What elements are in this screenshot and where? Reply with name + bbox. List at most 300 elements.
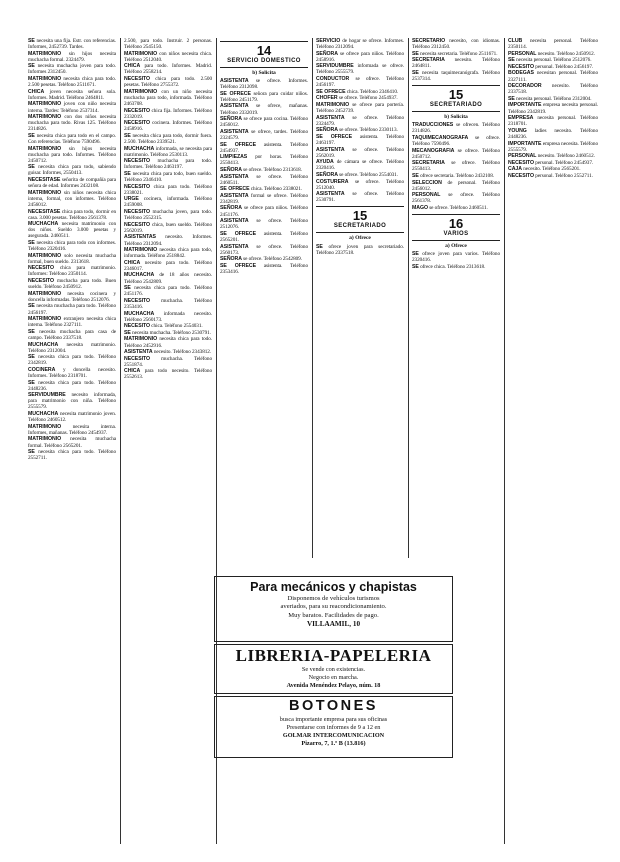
section-heading-15: [316, 206, 404, 233]
ad-keyword: SEÑORA: [316, 127, 338, 134]
ad-keyword: SECRETARIO: [412, 38, 446, 44]
ad-keyword: SERVIDUMBRE: [316, 63, 354, 70]
ad-keyword: SEÑORA: [220, 256, 242, 263]
ad-text: asistenta. Teléfono 2353416.: [220, 262, 308, 275]
ad-text: informada, se necesita para matrimonio. Teléfono 2530113.: [124, 145, 212, 158]
classified-ad: [316, 51, 404, 63]
ad-text: informada necesito. Teléfono 2560173.: [124, 310, 212, 323]
ad-keyword: ASISTENTA: [316, 191, 345, 198]
section-subheading: a) Ofrece: [445, 243, 467, 250]
classified-ad: [124, 146, 212, 158]
section-heading-16: [412, 214, 500, 241]
ad-keyword: CLUB: [508, 38, 523, 44]
ad-contact: Pizarro, 7, 1.º B (13.816): [301, 739, 366, 747]
ad-text: sin hijos necesita muchacha formal. 2324479.: [28, 50, 116, 63]
classified-ad: [220, 103, 308, 115]
classified-ad: [316, 147, 404, 159]
ad-title: LIBRERIA-PAPELERIA: [235, 646, 432, 665]
ad-keyword: NECESITO: [124, 158, 151, 165]
ad-text: necesito. Teléfono 2464811.: [412, 57, 500, 70]
ad-keyword: ASISTENTA: [316, 114, 345, 121]
classified-ad: [124, 260, 212, 272]
classified-ad: [28, 411, 116, 423]
ad-text: necesita cocinera y doncella informadas. Teléfono 2512076.: [28, 290, 116, 303]
ad-keyword: BODEGAS: [508, 70, 534, 77]
classified-ad: [124, 298, 212, 310]
classified-ad: [220, 231, 308, 243]
classified-ad: [508, 57, 598, 63]
classified-ad: [124, 311, 212, 323]
classified-ad: [220, 218, 308, 230]
ad-keyword: SE: [124, 132, 131, 139]
ad-botones: [214, 696, 453, 758]
section-name: SERVICIO DOMESTICO: [227, 58, 301, 64]
classified-ad: [124, 222, 212, 234]
ad-keyword: MECANOGRAFIA: [412, 147, 455, 154]
ad-keyword: LIMPIEZAS: [220, 154, 248, 161]
classified-ad: [124, 38, 212, 50]
ad-text: chica para todo, dormir en casa. 3.000 pesetas. Teléfono 2561378.: [28, 208, 116, 221]
classified-ad: [316, 191, 404, 203]
ad-text: asistenta. Teléfono 2565201.: [220, 230, 308, 243]
classified-ad: [316, 102, 404, 114]
ad-text: se ofrece. Teléfono 7590496.: [412, 134, 500, 148]
ad-line: averiados, para su reacondicionamiento.: [280, 603, 387, 611]
classified-ad: [28, 51, 116, 63]
classified-ad: [28, 146, 116, 164]
classified-ad: [124, 234, 212, 246]
column-1: [28, 38, 116, 844]
ad-text: se ofrece. Teléfono 2562019.: [316, 146, 404, 159]
ad-keyword: MATRIMONIO: [28, 423, 62, 430]
ad-text: necesito informada, para matrimonio con niña. Teléfono 2555579.: [28, 392, 116, 411]
classified-ad: [124, 356, 212, 368]
classified-ad: [28, 114, 116, 132]
ad-keyword: MATRIMONIO: [124, 88, 158, 95]
ad-keyword: SE: [28, 354, 35, 361]
ad-text: necesitan personal. Teléfono 2327111.: [508, 70, 598, 83]
ad-text: muchacha. Teléfono 2551874.: [124, 355, 212, 368]
classified-ad: [124, 63, 212, 75]
classified-ad: [28, 354, 116, 366]
classified-ad: [412, 38, 500, 50]
ad-text: chica. Teléfono 2346410.: [346, 88, 399, 95]
ad-keyword: NECESITO: [124, 183, 151, 190]
ad-keyword: SE: [28, 328, 35, 335]
ad-text: 2.500, para todo. Instruir. 2 personas. Teléfono 2545150.: [124, 38, 212, 51]
ad-text: empresa necesita personal. Teléfono 2342819.: [508, 102, 598, 115]
ad-text: chica para matrimonio. Informes: Teléfono 2350114.: [28, 265, 116, 278]
ad-keyword: MATRIMONIO: [28, 290, 62, 297]
section-name: VARIOS: [443, 231, 469, 238]
ad-keyword: SE: [28, 379, 35, 386]
ad-text: se ofrece. Teléfono 2542809.: [243, 256, 302, 263]
ad-keyword: SE: [508, 95, 515, 102]
classified-ad: [124, 285, 212, 297]
ad-line: Disponemos de vehículos turismos: [287, 595, 380, 602]
classified-ad: [28, 342, 116, 354]
ad-keyword: COCINERA: [28, 366, 56, 373]
classified-ad: [412, 135, 500, 147]
ad-text: señorita de compañía para señora de edad. Informes 2432108.: [28, 177, 116, 190]
ad-text: necesito. Informes. Teléfono 2312094.: [124, 234, 212, 247]
ad-text: chica, buen sueldo. Teléfono 2562019.: [124, 221, 212, 234]
ad-text: con un niño necesita muchacha para todo, informada. Teléfono 2463708.: [124, 88, 212, 107]
ad-keyword: MUCHACHA: [124, 272, 155, 279]
ad-text: muchacha para todo. Buen sueldo. Teléfono 2450912.: [28, 278, 116, 291]
classified-ad: [28, 240, 116, 252]
classified-ad: [220, 129, 308, 141]
ad-text: necesito para todo. Teléfono 2346017.: [124, 259, 212, 272]
ad-keyword: SECRETARIA: [412, 57, 445, 64]
ad-line: busca importante empresa para sus oficinas: [279, 716, 388, 723]
classified-ad: [28, 291, 116, 303]
ad-text: se ofrece. Teléfono 2450712.: [412, 147, 500, 160]
ad-text: con dos niños necesita muchacha para todo. Rivas 125. Teléfono 2314826.: [28, 114, 116, 133]
classified-ad: [412, 70, 500, 82]
ad-text: para todo. Informes. Madrid. Teléfono 2558214.: [124, 63, 212, 76]
ad-keyword: SELECCION: [412, 179, 442, 186]
classified-ad: [28, 63, 116, 75]
classified-ad: [124, 51, 212, 63]
ad-keyword: SE: [28, 240, 35, 246]
ad-text: necesita personal. Teléfono 2350114.: [508, 38, 598, 51]
ad-keyword: MATRIMONIO: [124, 336, 158, 343]
ad-text: necesito, con idiomas. Teléfono 2312450.: [412, 38, 500, 51]
classified-ad: [316, 38, 404, 50]
ad-text: con niños necesita chica. Teléfono 2512040.: [124, 50, 212, 63]
ad-text: necesita matrimonio joven. Teléfono 2460512.: [28, 411, 116, 424]
classified-ad: [28, 177, 116, 189]
classified-ad: [220, 154, 308, 166]
ad-title: Para mecánicos y chapistas: [250, 580, 417, 594]
classified-ad: [124, 108, 212, 120]
classified-ad: [28, 278, 116, 290]
ad-text: se ofrece. Teléfono 2313618.: [243, 166, 302, 173]
ad-keyword: NECESITO: [124, 323, 151, 330]
ad-keyword: MATRIMONIO: [316, 101, 350, 108]
ad-text: personal. Teléfono 2552711.: [535, 172, 593, 179]
ad-keyword: MATRIMONIO: [28, 189, 62, 196]
ad-keyword: MUCHACHA: [28, 341, 59, 348]
ad-text: necesita chica para todo. Teléfono 2342819.: [28, 354, 116, 367]
ad-keyword: URGE: [124, 196, 139, 203]
ad-keyword: SE: [316, 243, 323, 250]
classified-ad: [412, 51, 500, 57]
ad-keyword: SE: [412, 50, 419, 57]
ad-text: chica para todo. 2.500 pesetas. Teléfono 2755372.: [124, 76, 212, 89]
classified-ad: [508, 128, 598, 140]
ad-keyword: MATRIMONIO: [28, 145, 62, 152]
ad-keyword: PERSONAL: [508, 153, 537, 160]
ad-text: necesita muchacha. Teléfono 2530791.: [132, 329, 211, 336]
ad-contact: Avenida Menéndez Pelayo, núm. 18: [286, 681, 381, 689]
ad-keyword: NECESITO: [28, 278, 55, 285]
ad-keyword: ASISTENTA: [220, 173, 249, 180]
classified-ad: [28, 316, 116, 328]
ad-line: GOLMAR INTERCOMUNICACION: [282, 731, 385, 739]
ad-keyword: SE: [412, 251, 419, 258]
ad-keyword: SEÑORA: [220, 166, 242, 173]
ad-keyword: PERSONAL: [412, 192, 441, 199]
classified-ad: [220, 256, 308, 262]
ad-text: para todo necesito. Teléfono 2552613.: [124, 368, 212, 381]
classified-ad: [28, 164, 116, 176]
ad-line: Negocio en marcha.: [308, 673, 359, 681]
ad-text: se ofrece. Informes. Teléfono 2312098.: [220, 78, 308, 91]
ad-keyword: MATRIMONIO: [28, 76, 62, 83]
classified-ad: [508, 96, 598, 102]
column-rule: [504, 38, 505, 844]
ad-keyword: MATRIMONIO: [28, 114, 62, 121]
classified-ad: [124, 196, 212, 208]
ad-keyword: ASISTENTA: [220, 218, 249, 225]
classified-ad: [316, 63, 404, 75]
ad-text: necesito. Teléfono 2460512.: [537, 153, 595, 160]
section-subheading: a) Ofrece: [349, 235, 371, 242]
ad-keyword: SERVICIO: [316, 38, 341, 44]
ad-keyword: COSTURERA: [316, 178, 349, 185]
classified-ad: [220, 167, 308, 173]
ad-keyword: SE: [28, 164, 35, 171]
classified-ad: [316, 134, 404, 146]
ad-line: Presentarse con informes de 9 a 12 en: [286, 723, 381, 731]
ad-text: chica para todo. Teléfono 2338021.: [124, 183, 212, 196]
ad-keyword: SE: [124, 170, 131, 177]
ad-text: informada se ofrece. Teléfono 2555579.: [316, 63, 404, 76]
ad-text: se ofrece. Teléfono 2554031.: [339, 171, 398, 178]
ad-text: se ofrece. Teléfono 2561378.: [412, 192, 500, 205]
ad-text: se ofrece. Teléfono 2550413.: [412, 160, 500, 173]
ad-keyword: SE: [124, 285, 131, 292]
ad-keyword: NECESITO: [124, 355, 151, 362]
ad-text: se ofrece. Teléfono 2530791.: [316, 191, 404, 204]
classified-ad: [124, 272, 212, 284]
ad-keyword: SEÑORA: [316, 50, 338, 57]
classified-ad: [28, 209, 116, 221]
classified-ad: [124, 323, 212, 329]
classified-ad: [124, 247, 212, 259]
section-heading-15b: [412, 85, 500, 112]
ad-keyword: TRADUCCIONES: [412, 122, 454, 129]
ad-text: necesita muchacha para casa de campo. Teléfono 2337518.: [28, 328, 116, 341]
ad-text: joven con niño necesita interna. Tardes: Teléfono 2537314.: [28, 101, 116, 114]
ad-keyword: SE: [412, 263, 419, 270]
ad-text: se ofrecen. Teléfono 2314826.: [412, 122, 500, 135]
ad-keyword: MAGO: [412, 204, 428, 211]
classified-ad: [316, 76, 404, 88]
ad-text: necesito. Teléfono 2343812.: [153, 349, 212, 356]
ad-text: se ofrece para portería. Teléfono 2452739.: [316, 101, 404, 115]
classified-ad: [28, 89, 116, 101]
ad-keyword: NECESITO: [508, 159, 535, 166]
ad-text: se ofrece. Teléfono 2454937.: [338, 95, 398, 102]
classified-ad: [316, 89, 404, 95]
ad-text: necesita chica para todo. Teléfono 2448236.: [28, 379, 116, 392]
ad-text: necesita matrimonio. Teléfono 2312004.: [28, 341, 116, 354]
section-name: SECRETARIADO: [333, 223, 387, 230]
ad-text: señora para cuidar niños. Teléfono 2451179.: [220, 90, 308, 103]
ad-keyword: MATRIMONIO: [28, 101, 62, 108]
ad-keyword: CAJA: [508, 166, 522, 173]
ad-keyword: NECESITO: [28, 265, 55, 272]
classified-ad: [28, 221, 116, 239]
ad-text: se ofrece. Teléfono 2324479.: [316, 114, 404, 127]
classified-ad: [220, 174, 308, 186]
classified-ad: [508, 166, 598, 172]
ad-keyword: MUCHACHA: [124, 310, 155, 317]
classified-ad: [316, 179, 404, 191]
classified-ad: [124, 349, 212, 355]
column-6: [508, 38, 598, 844]
column-rule: [408, 38, 409, 558]
classified-ad: [412, 148, 500, 160]
ad-text: se ofrece. Teléfono 2460511.: [220, 173, 308, 186]
classified-ad: [124, 336, 212, 348]
classified-ad: [28, 367, 116, 379]
ad-text: ladies necesito. Teléfono 2448236.: [508, 127, 598, 140]
classified-ad: [124, 209, 212, 221]
classified-ad: [412, 192, 500, 204]
ad-text: necesita taquimecanógrafa. Teléfono 2537314.: [412, 69, 500, 83]
classified-ad: [220, 193, 308, 205]
ad-text: se ofrece. Teléfono 2560173.: [220, 243, 308, 256]
ad-text: necesita secretaria. Teléfono 2511671.: [420, 50, 498, 57]
classified-ad: [124, 76, 212, 88]
section-subheading: b) Solicita: [252, 70, 276, 76]
ad-text: empresa necesita. Teléfono 2555579.: [508, 140, 598, 153]
classified-ad: [28, 253, 116, 265]
ad-keyword: ASISTENTA: [220, 128, 249, 135]
ad-keyword: CHICA: [124, 368, 141, 375]
classified-ad: [220, 186, 308, 192]
ad-text: de personal. Teléfono 2456012.: [412, 179, 500, 192]
ad-keyword: SE: [412, 69, 419, 76]
ad-text: chica fija. Informes. Teléfono 2332019.: [124, 107, 212, 120]
ad-text: se ofrece. Teléfono 2330113.: [339, 127, 398, 134]
classified-ad: [124, 368, 212, 380]
ad-keyword: NECESITO: [124, 120, 151, 127]
ad-text: ofrece secretaria. Teléfono 2432108.: [420, 173, 495, 179]
ad-text: necesita chica para todo, sabiendo guisar. Informes, 2550413.: [28, 164, 116, 177]
ad-libreria: [214, 644, 453, 694]
ad-text: personal. Teléfono 2454937.: [535, 159, 594, 166]
section-number: 14: [256, 43, 272, 58]
classified-ad: [28, 133, 116, 145]
ad-text: se ofrece para cocina. Teléfono 2456012.: [220, 116, 308, 129]
column-rule: [312, 38, 313, 558]
classified-ad: [412, 122, 500, 134]
ad-keyword: MATRIMONIO: [124, 247, 158, 254]
classified-ad: [124, 133, 212, 145]
classified-ad: [508, 141, 598, 153]
column-4: [316, 38, 404, 558]
classified-ad: [28, 424, 116, 436]
ad-keyword: SE OFRECE: [220, 141, 257, 148]
ad-text: necesita interna. Informes, mañanas. Teléfono 2454937.: [28, 423, 116, 436]
section-number: 15: [448, 87, 464, 103]
classified-ad: [124, 171, 212, 183]
section-subheading: b) Solicita: [444, 114, 468, 121]
classified-ad: [508, 83, 598, 95]
classified-ad: [28, 449, 116, 461]
ad-line: Se vende con existencias.: [301, 666, 366, 673]
classified-ad: [28, 38, 116, 50]
ad-text: necesita muchacha para todo. Teléfono 2456197.: [28, 303, 116, 316]
classified-ad: [508, 115, 598, 127]
classified-ad: [316, 95, 404, 101]
classified-ad: [28, 329, 116, 341]
ad-keyword: MUCHACHA: [28, 221, 59, 228]
classified-ad: [220, 263, 308, 275]
ad-text: y doncella necesito. Informes. Teléfono 2318701.: [28, 366, 116, 379]
ad-keyword: NECESITO: [508, 172, 535, 179]
ad-keyword: CHICA: [124, 259, 141, 266]
ad-text: necesita una fija. Estr. con referencias. Informes, 2452739. Tardes.: [28, 38, 116, 51]
ad-text: de 18 años necesito. Teléfono 2542809.: [124, 272, 212, 285]
classified-ad: [508, 51, 598, 57]
ad-text: personal. Teléfono 2456197.: [535, 63, 594, 70]
ad-keyword: SECRETARIA: [412, 160, 445, 167]
ad-keyword: MUCHACHA: [124, 145, 155, 152]
classified-ad: [28, 76, 116, 88]
ad-keyword: EMPRESA: [508, 115, 534, 122]
ad-text: por horas. Teléfono 2550413.: [220, 154, 308, 167]
ad-text: cocinera, informada. Teléfono 2459008.: [124, 196, 212, 209]
ad-keyword: SE: [28, 63, 35, 70]
classified-ad: [28, 436, 116, 448]
ad-keyword: PERSONAL: [508, 50, 537, 57]
classified-ad: [412, 173, 500, 179]
ad-text: asistenta. Teléfono 2454937.: [220, 141, 308, 154]
ad-keyword: NECESITO: [124, 297, 151, 304]
ad-keyword: CHOFER: [316, 95, 338, 102]
classified-ad: [412, 251, 500, 263]
section-name: SECRETARIADO: [429, 102, 483, 109]
ad-text: extranjero necesita chica interna. Teléfono 2327111.: [28, 316, 116, 329]
ad-line: Muy baratos. Facilidades de pago.: [288, 611, 379, 619]
classified-ad: [508, 173, 598, 179]
ad-keyword: NECESITASE: [28, 177, 61, 184]
classified-ad: [412, 264, 500, 270]
classified-ad: [220, 244, 308, 256]
ad-keyword: ASISTENTA: [220, 103, 249, 110]
ad-text: cocinera. Informes. Teléfono 2458916.: [124, 120, 212, 133]
ad-text: se ofrece. Teléfono 2456197.: [316, 76, 404, 89]
ad-text: necesita chica para todo, buen sueldo. Teléfono 2346410.: [124, 170, 212, 184]
ad-keyword: SEÑORA: [220, 116, 242, 123]
ad-text: necesita chica para todo. Teléfono 2452916.: [124, 336, 212, 349]
ad-text: sin hijos necesita muchacha para todo. Informes. Teléfono 2450712.: [28, 145, 116, 164]
ad-text: muchacha. Teléfono 2353416.: [124, 297, 212, 310]
ad-keyword: SE OFRECE: [220, 186, 250, 193]
ad-text: necesita chica para todo. 2.500 pesetas. Teléfono 2511671.: [28, 76, 116, 89]
section-number: 15: [352, 208, 368, 224]
classified-ad: [124, 330, 212, 336]
ad-text: necesita chica para todo, informada. Teléfono 2518842.: [124, 247, 212, 260]
classified-ad: [28, 190, 116, 208]
ad-text: necesita muchacha formal. Teléfono 2565201.: [28, 436, 116, 449]
classified-ad: [508, 160, 598, 166]
classified-ad: [28, 392, 116, 410]
ad-text: chica. Teléfono 2554031.: [151, 323, 203, 330]
classified-ad: [316, 115, 404, 127]
ad-keyword: SE: [28, 132, 35, 139]
classified-ad: [508, 70, 598, 82]
ad-text: ofrece joven para secretariado. Teléfono 2337518.: [316, 243, 404, 256]
ad-keyword: ASISTENTA: [220, 78, 249, 85]
classified-ad: [412, 205, 500, 211]
